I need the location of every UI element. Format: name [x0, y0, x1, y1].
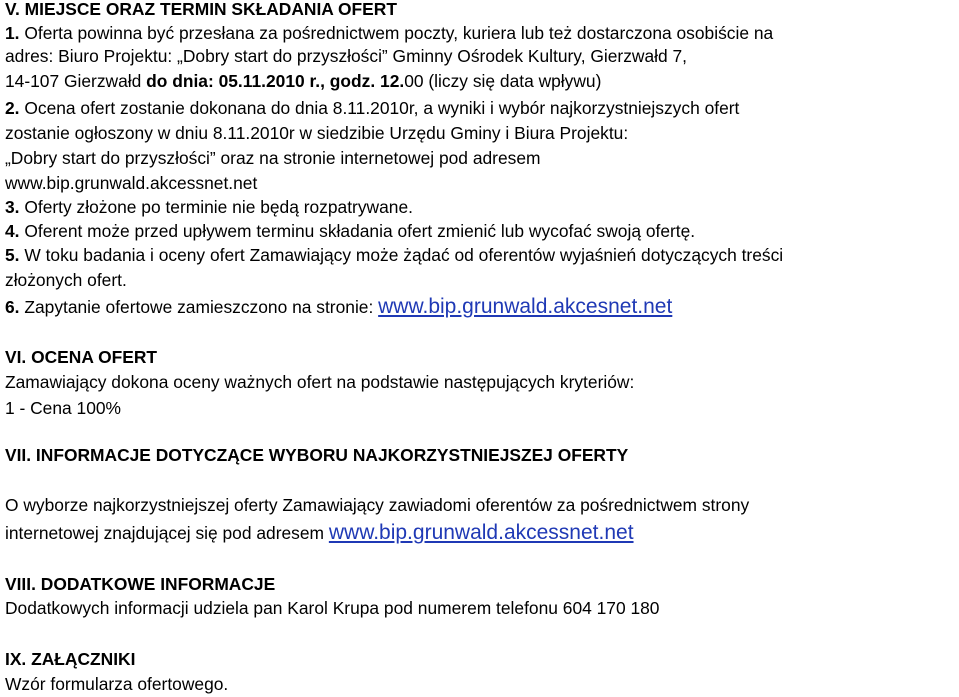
- point-2-line-1: [5, 97, 739, 119]
- point-6-number: 6.: [5, 297, 20, 317]
- point-4-text: Oferent może przed upływem terminu składania ofert zmienić lub wycofać swoją ofertę.: [19, 221, 696, 241]
- point-2-url: www.bip.grunwald.akcessnet.net: [5, 173, 258, 193]
- point-3-text: Oferty złożone po terminie nie będą rozpatrywane.: [19, 197, 413, 217]
- deadline-note: 00 (liczy się data wpływu): [404, 71, 602, 91]
- section-5-heading: V. MIEJSCE ORAZ TERMIN SKŁADANIA OFERT: [5, 0, 397, 19]
- point-4: [5, 220, 695, 242]
- point-5-number: 5.: [5, 245, 20, 265]
- point-2-text: Ocena ofert zostanie dokonana do dnia 8.11.2010r, a wyniki i wybór najkorzystniejszych ofert: [19, 98, 740, 118]
- section-6-line-1: Zamawiający dokona oceny ważnych ofert na podstawie następujących kryteriów:: [5, 372, 635, 392]
- section-6-heading: VI. OCENA OFERT: [5, 347, 158, 367]
- point-1-number: 1.: [5, 23, 20, 43]
- section-8-line-1: Dodatkowych informacji udziela pan Karol Krupa pod numerem telefonu 604 170 180: [5, 598, 660, 618]
- section-9-heading: IX. ZAŁĄCZNIKI: [5, 649, 136, 669]
- bip-link-1[interactable]: www.bip.grunwald.akcesnet.net: [378, 295, 673, 318]
- point-2-line-2: zostanie ogłoszony w dniu 8.11.2010r w siedzibie Urzędu Gminy i Biura Projektu:: [5, 123, 629, 143]
- section-9-line-1: Wzór formularza ofertowego.: [5, 674, 229, 694]
- section-7-heading: VII. INFORMACJE DOTYCZĄCE WYBORU NAJKORZYSTNIEJSZEJ OFERTY: [5, 445, 629, 465]
- bip-link-2[interactable]: www.bip.grunwald.akcessnet.net: [328, 521, 634, 544]
- point-3-number: 3.: [5, 197, 20, 217]
- point-1-address-end: 14-107 Gierzwałd: [5, 71, 147, 91]
- point-5-text: W toku badania i oceny ofert Zamawiający może żądać od oferentów wyjaśnień dotyczących treści: [19, 245, 784, 265]
- point-2-number: 2.: [5, 98, 20, 118]
- point-1-text: Oferta powinna być przesłana za pośrednictwem poczty, kuriera lub też dostarczona osobiście na: [19, 23, 774, 43]
- point-5-line-1: [5, 244, 783, 266]
- point-6-text: Zapytanie ofertowe zamieszczono na stronie:: [19, 297, 379, 317]
- point-1-line-2: adres: Biuro Projektu: „Dobry start do przyszłości” Gminny Ośrodek Kultury, Gierzwałd 7,: [5, 46, 688, 66]
- section-6-line-2: 1 - Cena 100%: [5, 398, 122, 418]
- section-8-heading: VIII. DODATKOWE INFORMACJE: [5, 574, 276, 594]
- point-4-number: 4.: [5, 221, 20, 241]
- section-7-line-2: [5, 522, 634, 544]
- point-5-line-2: złożonych ofert.: [5, 270, 127, 290]
- section-7-line-1: O wyborze najkorzystniejszej oferty Zamawiający zawiadomi oferentów za pośrednictwem strony: [5, 495, 750, 515]
- point-2-line-3: „Dobry start do przyszłości” oraz na stronie internetowej pod adresem: [5, 148, 541, 168]
- section-7-text: internetowej znajdującej się pod adresem: [5, 523, 329, 543]
- deadline-text: do dnia: 05.11.2010 r., godz. 12.: [146, 71, 405, 91]
- point-3: [5, 196, 413, 218]
- point-1-line-3: [5, 70, 601, 92]
- point-6: [5, 296, 672, 318]
- point-1-line-1: [5, 22, 773, 44]
